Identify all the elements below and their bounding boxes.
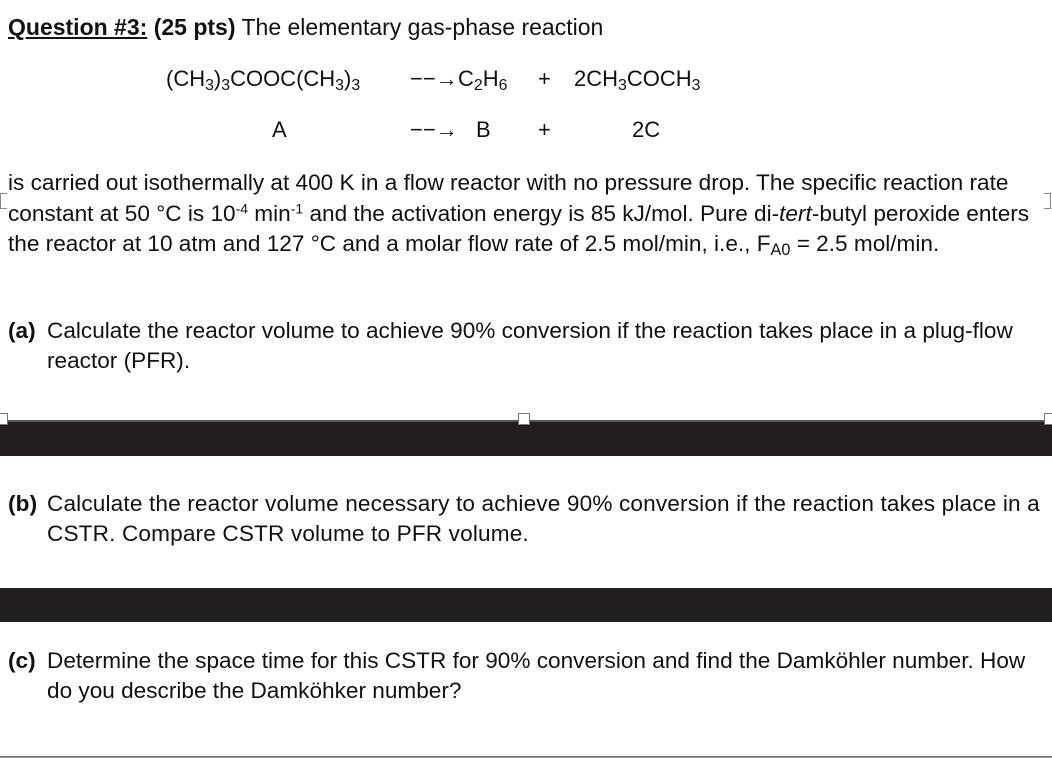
reaction-symbol-plus: + bbox=[538, 117, 551, 142]
question-points: (25 pts) bbox=[153, 14, 236, 40]
reaction-symbol-b: B bbox=[476, 117, 491, 142]
question-label: Question #3: bbox=[8, 14, 148, 40]
part-c-label: (c) bbox=[8, 648, 36, 673]
reaction-reactant-formula: $(CH_3)_3COOC(CH_3)_3$ bbox=[166, 66, 361, 94]
reaction-arrow: −−→ bbox=[410, 66, 458, 91]
part-c-text: Determine the space time for this CSTR for 90% conversion and find the Damköhler number. How do you describe the Damköhker number? bbox=[47, 648, 1026, 703]
resize-handle-bottom[interactable] bbox=[518, 413, 530, 425]
part-a bbox=[8, 316, 1044, 376]
part-b bbox=[8, 489, 1044, 549]
reaction-symbol-a: A bbox=[272, 117, 287, 142]
resize-handle-right[interactable] bbox=[1044, 413, 1052, 425]
reaction-product-acetone: $2CH_3COCH_3$ bbox=[574, 66, 701, 94]
separator-bar bbox=[0, 422, 1052, 456]
part-a-label: (a) bbox=[8, 318, 36, 343]
reaction-symbol-c: 2C bbox=[632, 117, 661, 142]
part-c bbox=[8, 646, 1044, 706]
reaction-product-ethane: $C_2H_6$ bbox=[458, 66, 508, 94]
left-margin-handle[interactable] bbox=[0, 193, 7, 209]
reaction-plus: + bbox=[538, 66, 551, 91]
question-intro: The elementary gas-phase reaction bbox=[241, 14, 604, 40]
question-title bbox=[8, 14, 603, 41]
separator-bar bbox=[0, 588, 1052, 622]
part-b-block bbox=[0, 456, 1052, 588]
part-a-text: Calculate the reactor volume to achieve 90% conversion if the reaction takes place in a plug-flow reactor (PFR). bbox=[47, 318, 1013, 373]
resize-handle-left[interactable] bbox=[0, 413, 8, 425]
right-margin-handle[interactable] bbox=[1044, 193, 1051, 209]
part-c-block bbox=[0, 622, 1052, 757]
part-b-text: Calculate the reactor volume necessary to achieve 90% conversion if the reaction takes place in a CSTR. Compare CSTR volume to PFR volume. bbox=[47, 491, 1040, 546]
part-b-label: (b) bbox=[8, 491, 38, 516]
problem-description: is carried out isothermally at 400 K in a flow reactor with no pressure drop. The specific reaction rate constant at 50 °C is $10^{-4}$ $\min^{-1}$ and the activation energy is 85 kJ/mol. Pure di-tert-butyl peroxide enters the reactor at 10 atm and 127 °C and a molar flow rate of 2.5 mol/min, i.e., $F_{A0} = 2.5$ mol/min. bbox=[8, 170, 1030, 260]
reaction-symbol-arrow: −−→ bbox=[410, 117, 458, 142]
